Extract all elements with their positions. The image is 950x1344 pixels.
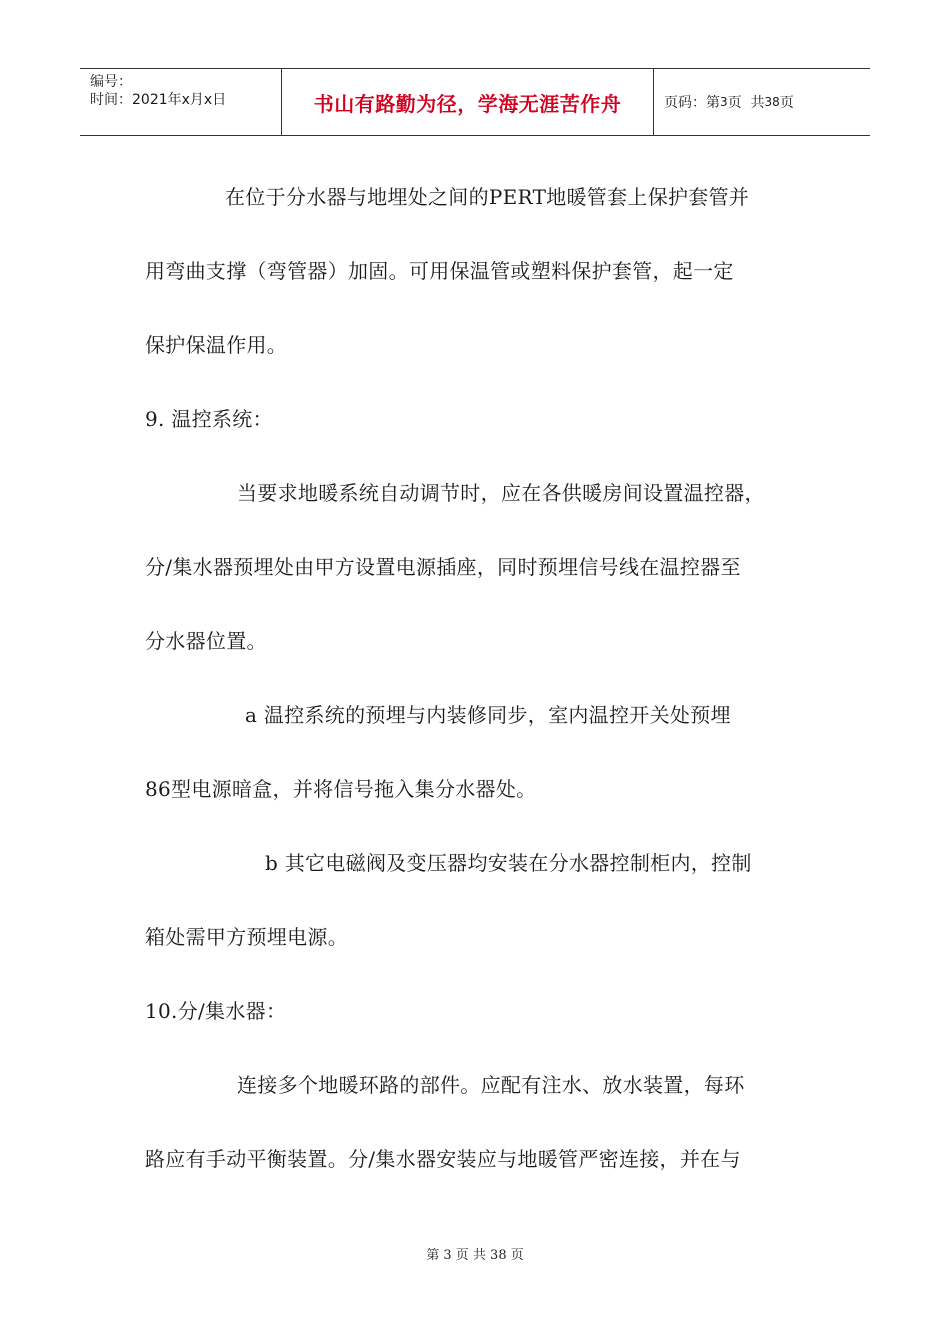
list-item-b: b 其它电磁阀及变压器均安装在分水器控制柜内，控制 [265,851,752,875]
section-heading: 9. 温控系统： [145,407,273,431]
list-item-a: a 温控系统的预埋与内装修同步，室内温控开关处预埋 [245,703,731,727]
document-time-label: 时间：2021年x月x日 [90,92,227,108]
paragraph-line: 当要求地暖系统自动调节时，应在各供暖房间设置温控器， [237,481,765,505]
paragraph-line: 在位于分水器与地埋处之间的PERT地暖管套上保护套管并 [225,185,750,209]
header-page-info [654,69,870,135]
header-meta [80,69,282,135]
paragraph-line: 路应有手动平衡装置。分/集水器安装应与地暖管严密连接，并在与 [145,1147,741,1171]
page-total: 38 [764,95,780,109]
page-prefix: 页码：第 [664,95,720,111]
paragraph-line: 连接多个地暖环路的部件。应配有注水、放水装置，每环 [237,1073,745,1097]
paragraph-line: 用弯曲支撑（弯管器）加固。可用保温管或塑料保护套管，起一定 [145,259,734,283]
page-current: 3 [720,95,728,109]
document-number-label: 编号： [90,74,132,90]
paragraph-line: 分/集水器预埋处由甲方设置电源插座，同时预埋信号线在温控器至 [145,555,741,579]
paragraph-line: 86型电源暗盒，并将信号拖入集分水器处。 [145,777,537,801]
document-body [145,160,815,1196]
page-header [80,68,870,136]
paragraph-line: 保护保温作用。 [145,333,288,357]
page-suffix: 页 [779,95,794,111]
section-heading: 10.分/集水器： [145,999,287,1023]
page-middle: 页 共 [727,95,765,111]
header-motto: 书山有路勤为径，学海无涯苦作舟 [282,69,654,135]
page-footer: 第 3 页 共 38 页 [426,1248,524,1263]
paragraph-line: 分水器位置。 [145,629,267,653]
paragraph-line: 箱处需甲方预埋电源。 [145,925,348,949]
